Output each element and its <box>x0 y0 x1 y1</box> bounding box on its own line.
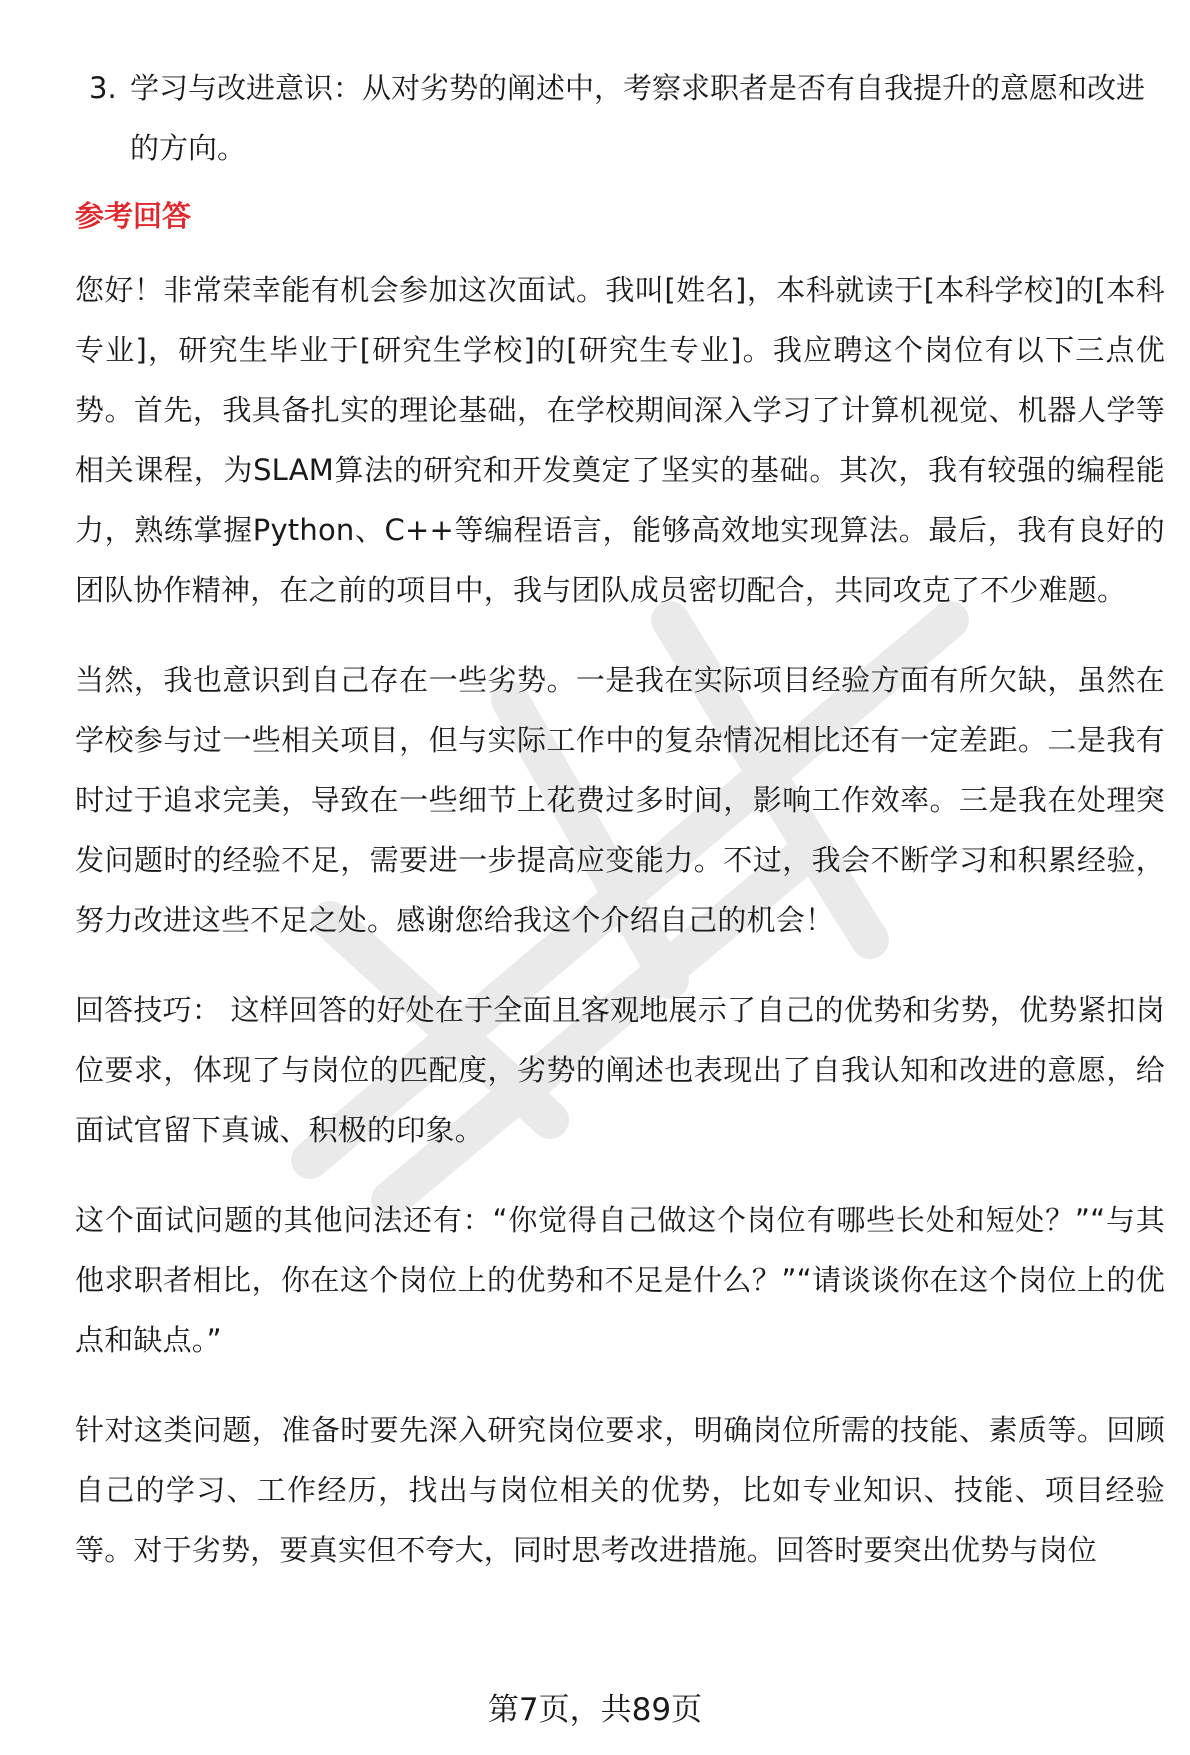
page-footer: 第7页，共89页 <box>487 1692 703 1728</box>
paragraph-answer-tips: 回答技巧： 这样回答的好处在于全面且客观地展示了自己的优势和劣势，优势紧扣岗位要求，体现了与岗位的匹配度，劣势的阐述也表现出了自我认知和改进的意愿，给面试官留下真诚、积极的印象。 <box>75 993 1165 1147</box>
list-number: 3. <box>89 71 117 105</box>
paragraph-preparation-advice: 针对这类问题，准备时要先深入研究岗位要求，明确岗位所需的技能、素质等。回顾自己的学习、工作经历，找出与岗位相关的优势，比如专业知识、技能、项目经验等。对于劣势，要真实但不夸大，同时思考改进措施。回答时要突出优势与岗位 <box>75 1413 1165 1567</box>
paragraph-answer-weaknesses: 当然，我也意识到自己存在一些劣势。一是我在实际项目经验方面有所欠缺，虽然在学校参与过一些相关项目，但与实际工作中的复杂情况相比还有一定差距。二是我有时过于追求完美，导致在一些细节上花费过多时间，影响工作效率。三是我在处理突发问题时的经验不足，需要进一步提高应变能力。不过，我会不断学习和积累经验，努力改进这些不足之处。感谢您给我这个介绍自己的机会！ <box>75 663 1165 937</box>
document-content <box>75 58 1165 1610</box>
list-item-3 <box>75 58 1165 178</box>
paragraph-alternative-questions: 这个面试问题的其他问法还有：“你觉得自己做这个岗位有哪些长处和短处？”“与其他求职者相比，你在这个岗位上的优势和不足是什么？”“请谈谈你在这个岗位上的优点和缺点。” <box>75 1203 1165 1357</box>
section-heading-reference-answer: 参考回答 <box>75 199 192 233</box>
list-item-text: 学习与改进意识：从对劣势的阐述中，考察求职者是否有自我提升的意愿和改进的方向。 <box>130 71 1146 165</box>
paragraph-answer-strengths: 您好！非常荣幸能有机会参加这次面试。我叫[姓名]，本科就读于[本科学校]的[本科专业]，研究生毕业于[研究生学校]的[研究生专业]。我应聘这个岗位有以下三点优势。首先，我具备扎实的理论基础，在学校期间深入学习了计算机视觉、机器人学等相关课程，为SLAM算法的研究和开发奠定了坚实的基础。其次，我有较强的编程能力，熟练掌握Python、C++等编程语言，能够高效地实现算法。最后，我有良好的团队协作精神，在之前的项目中，我与团队成员密切配合，共同攻克了不少难题。 <box>75 273 1165 607</box>
